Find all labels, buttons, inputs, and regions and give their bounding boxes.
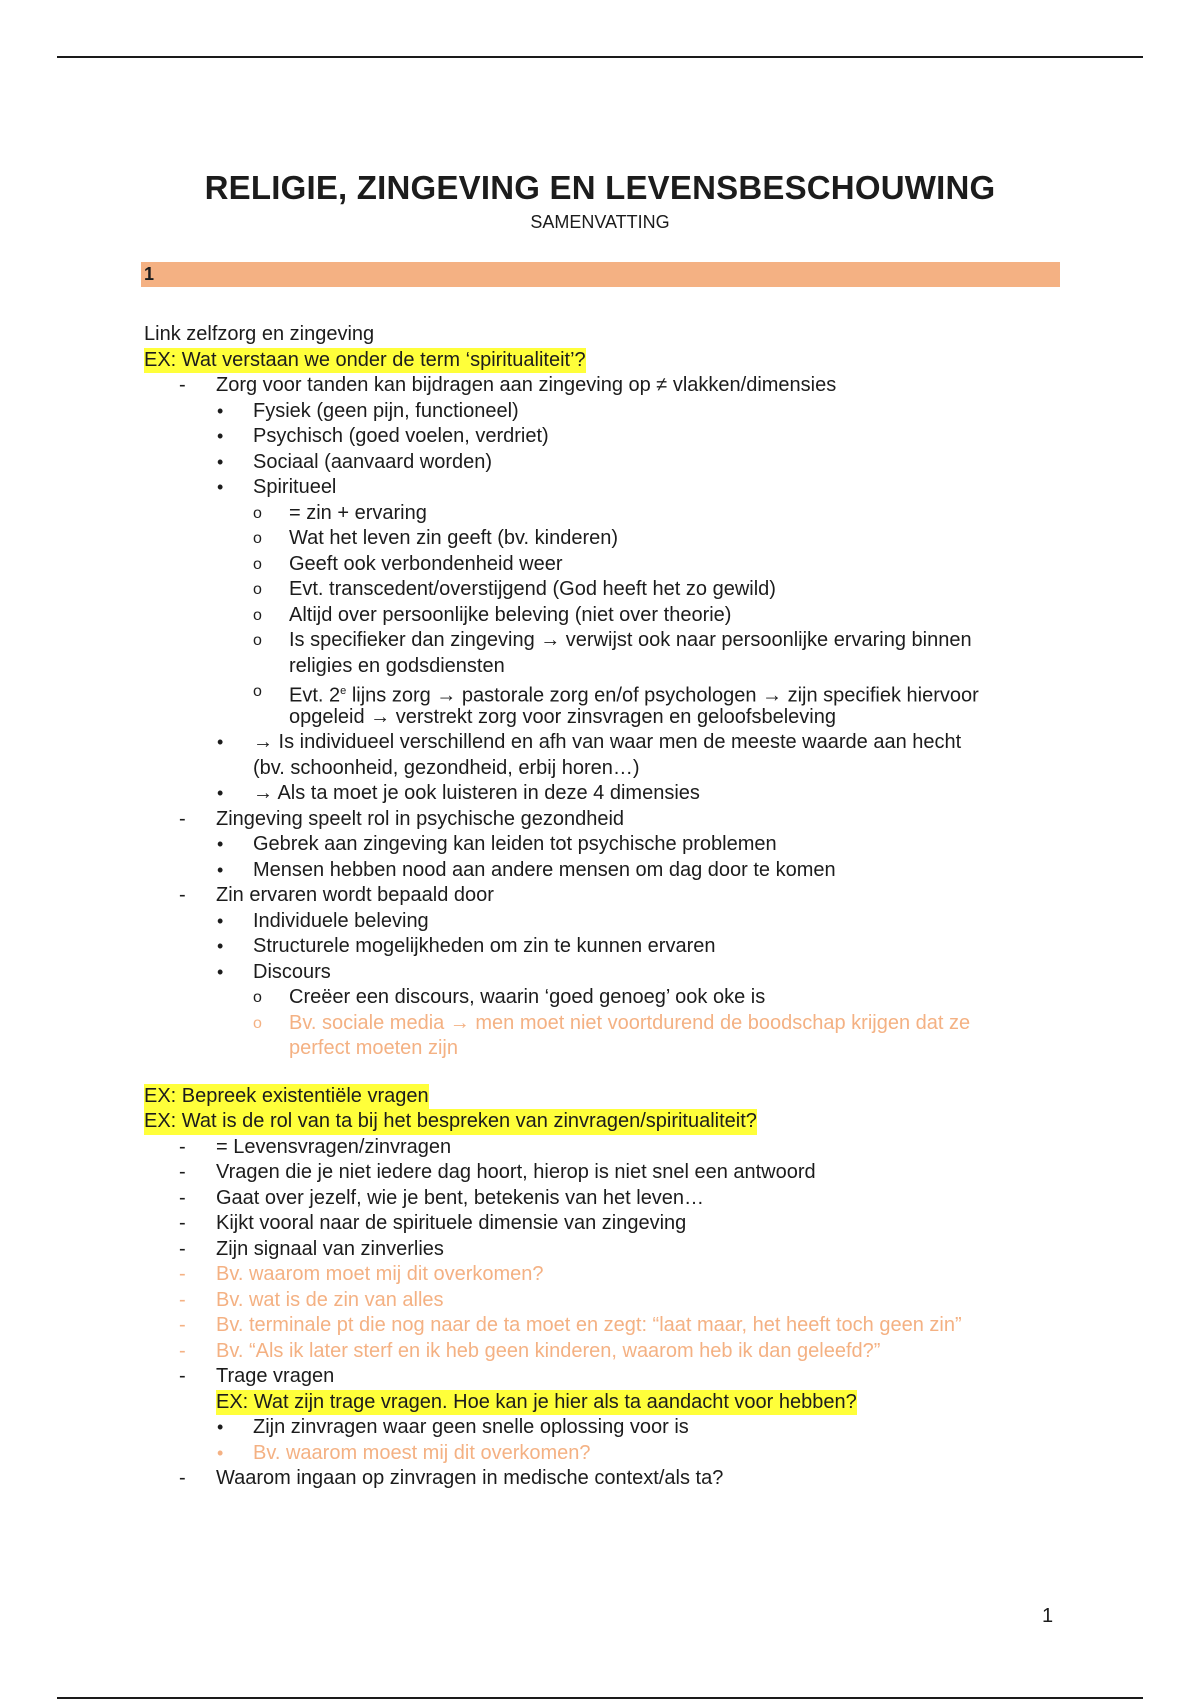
example-item-continuation: perfect moeten zijn bbox=[289, 1037, 458, 1059]
bottom-rule bbox=[57, 1697, 1143, 1699]
list-item-continuation: opgeleid → verstrekt zorg voor zinsvragen en geloofsbeleving bbox=[289, 705, 836, 728]
list-item: Link zelfzorg en zingeving bbox=[144, 323, 375, 345]
list-item: - Waarom ingaan op zinvragen in medische context/als ta? bbox=[179, 1467, 724, 1489]
exam-question: EX: Wat verstaan we onder de term ‘spiritualiteit’? bbox=[144, 348, 1064, 374]
list-item: - = Levensvragen/zinvragen bbox=[179, 1135, 452, 1158]
list-item: • Spiritueel bbox=[217, 476, 337, 498]
list-item: - Kijkt vooral naar de spirituele dimensie van zingeving bbox=[179, 1212, 687, 1234]
example-item: - Bv. terminale pt die nog naar de ta moet en zegt: “laat maar, het heeft toch geen zin” bbox=[179, 1314, 962, 1336]
list-item: - Gaat over jezelf, wie je bent, betekenis van het leven… bbox=[179, 1186, 705, 1209]
list-item-continuation: religies en godsdiensten bbox=[289, 654, 505, 677]
list-item: o Wat het leven zin geeft (bv. kinderen) bbox=[253, 527, 619, 549]
document-title: RELIGIE, ZINGEVING EN LEVENSBESCHOUWING bbox=[204, 169, 996, 206]
list-item: • → Als ta moet je ook luisteren in deze 4 dimensies bbox=[217, 782, 700, 804]
list-item: - Trage vragen bbox=[179, 1365, 335, 1387]
list-item: • Structurele mogelijkheden om zin te kunnen ervaren bbox=[217, 935, 716, 957]
list-item: • Fysiek (geen pijn, functioneel) bbox=[217, 399, 519, 422]
list-item: - Zorg voor tanden kan bijdragen aan zingeving op ≠ vlakken/dimensies bbox=[179, 374, 837, 396]
example-item: o Bv. sociale media → men moet niet voortdurend de boodschap krijgen dat ze bbox=[253, 1011, 971, 1034]
list-item: o Evt. 2e lijns zorg → pastorale zorg en/of psychologen → zijn specifiek hiervoor bbox=[253, 683, 979, 707]
list-item: o Altijd over persoonlijke beleving (niet over theorie) bbox=[253, 603, 732, 626]
section-number: 1 bbox=[144, 264, 155, 284]
example-item: - Bv. “Als ik later sterf en ik heb geen kinderen, waarom heb ik dan geleefd?” bbox=[179, 1339, 881, 1362]
list-item: • Gebrek aan zingeving kan leiden tot psychische problemen bbox=[217, 833, 777, 855]
list-item: • Discours bbox=[217, 960, 331, 983]
list-item-continuation: (bv. schoonheid, gezondheid, erbij horen…) bbox=[253, 756, 640, 779]
document-body bbox=[144, 322, 1064, 1492]
example-item: • Bv. waarom moest mij dit overkomen? bbox=[217, 1441, 591, 1464]
list-item: o = zin + ervaring bbox=[253, 501, 427, 524]
list-item: o Creëer een discours, waarin ‘goed genoeg’ ook oke is bbox=[253, 986, 766, 1008]
example-item: - Bv. wat is de zin van alles bbox=[179, 1288, 444, 1311]
list-item: • → Is individueel verschillend en afh van waar men de meeste waarde aan hecht bbox=[217, 731, 962, 753]
exam-question: EX: Wat zijn trage vragen. Hoe kan je hier als ta aandacht voor hebben? bbox=[144, 1390, 1064, 1416]
list-item: o Evt. transcedent/overstijgend (God heeft het zo gewild) bbox=[253, 578, 776, 600]
list-item: - Zingeving speelt rol in psychische gezondheid bbox=[179, 807, 625, 830]
list-item: o Geeft ook verbondenheid weer bbox=[253, 552, 563, 575]
list-item: • Sociaal (aanvaard worden) bbox=[217, 450, 493, 473]
section-heading bbox=[141, 262, 1060, 287]
list-item: • Zijn zinvragen waar geen snelle oplossing voor is bbox=[217, 1416, 689, 1438]
list-item: - Vragen die je niet iedere dag hoort, hierop is niet snel een antwoord bbox=[179, 1161, 816, 1183]
list-item: • Mensen hebben nood aan andere mensen om dag door te komen bbox=[217, 858, 836, 881]
top-rule bbox=[57, 56, 1143, 58]
example-item: - Bv. waarom moet mij dit overkomen? bbox=[179, 1263, 544, 1285]
exam-question: EX: Bepreek existentiële vragen bbox=[144, 1084, 1064, 1110]
list-item: - Zijn signaal van zinverlies bbox=[179, 1237, 444, 1260]
list-item: • Individuele beleving bbox=[217, 909, 429, 932]
list-item: - Zin ervaren wordt bepaald door bbox=[179, 884, 494, 906]
exam-question: EX: Wat is de rol van ta bij het bespreken van zinvragen/spiritualiteit? bbox=[144, 1109, 1064, 1135]
list-item: o Is specifieker dan zingeving → verwijst ook naar persoonlijke ervaring binnen bbox=[253, 629, 972, 651]
page-number: 1 bbox=[1042, 1605, 1054, 1627]
document-subtitle: SAMENVATTING bbox=[530, 212, 670, 232]
list-item: • Psychisch (goed voelen, verdriet) bbox=[217, 425, 549, 447]
